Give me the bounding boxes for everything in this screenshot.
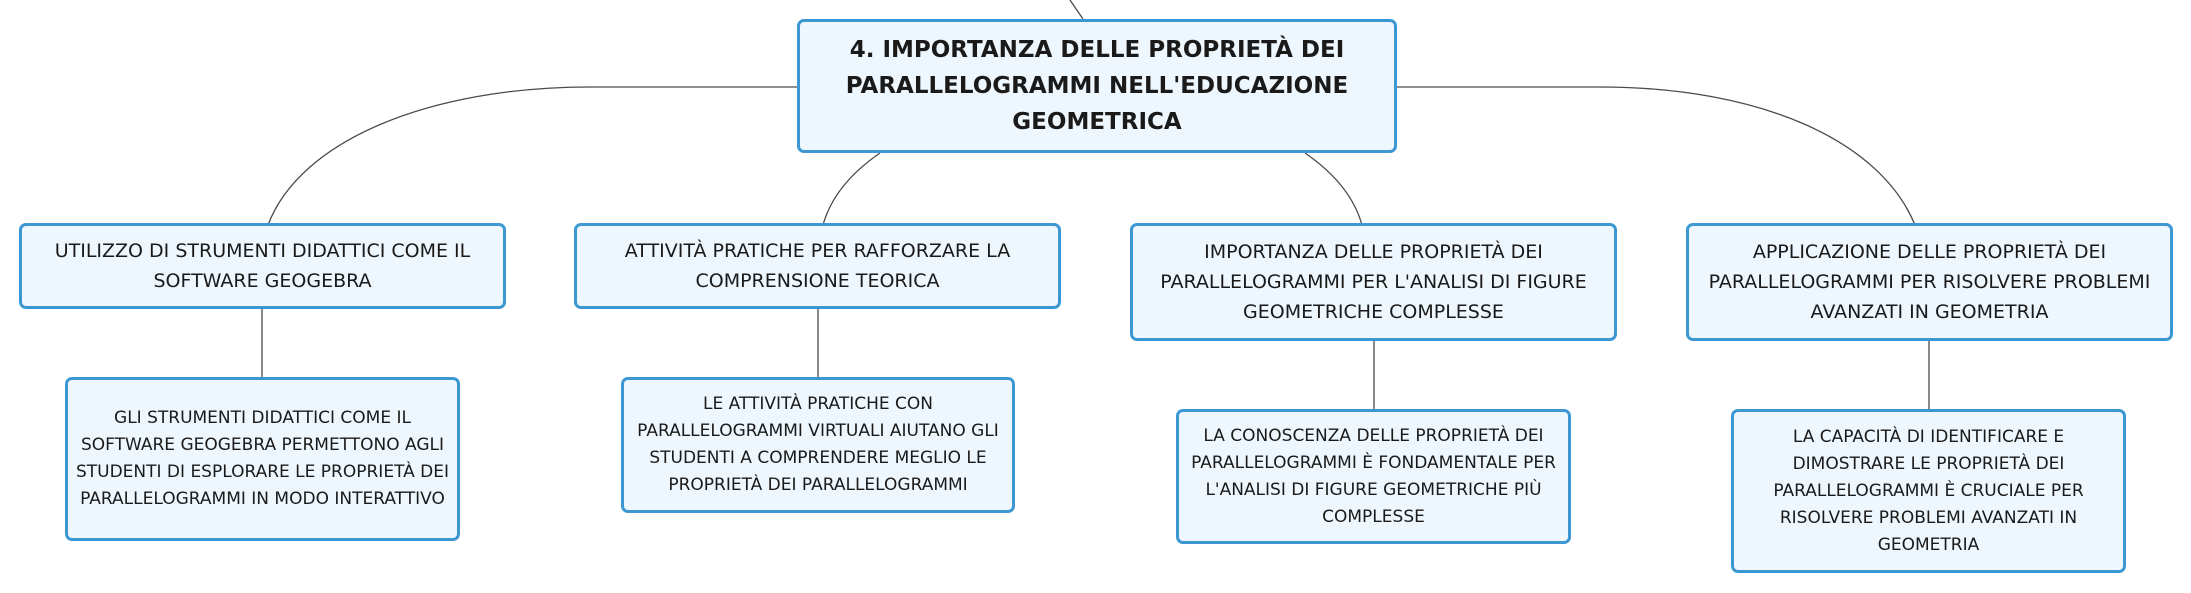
detail-complex-figures-analysis[interactable]: [1176, 409, 1571, 544]
detail-label: LE ATTIVITÀ PRATICHE CON PARALLELOGRAMMI VIRTUALI AIUTANO GLI STUDENTI A COMPRENDERE MEGLIO LE PROPRIETÀ DEI PARALLELOGRAMMI: [637, 394, 999, 495]
root-topic[interactable]: [797, 19, 1397, 153]
detail-label: LA CAPACITÀ DI IDENTIFICARE E DIMOSTRARE LE PROPRIETÀ DEI PARALLELOGRAMMI È CRUCIALE PER RISOLVERE PROBLEMI AVANZATI IN GEOMETRIA: [1773, 426, 2084, 555]
edge-root-to-branch-3: [1305, 153, 1362, 225]
detail-label: GLI STRUMENTI DIDATTICI COME IL SOFTWARE GEOGEBRA PERMETTONO AGLI STUDENTI DI ESPLORARE LE PROPRIETÀ DEI PARALLELOGRAMMI IN MODO INTERATTIVO: [75, 408, 450, 509]
detail-advanced-problems[interactable]: [1731, 409, 2126, 573]
branch-advanced-problems[interactable]: [1686, 223, 2173, 341]
root-topic-label: 4. IMPORTANZA DELLE PROPRIETÀ DEI PARALLELOGRAMMI NELL'EDUCAZIONE GEOMETRICA: [845, 37, 1349, 135]
branch-label: IMPORTANZA DELLE PROPRIETÀ DEI PARALLELOGRAMMI PER L'ANALISI DI FIGURE GEOMETRICHE COMPLESSE: [1160, 241, 1587, 323]
detail-geogebra-tools[interactable]: [65, 377, 460, 541]
edge-root-to-branch-2: [823, 153, 880, 225]
branch-practical-activities[interactable]: [574, 223, 1061, 309]
branch-geogebra-tools[interactable]: [19, 223, 506, 309]
edge-root-to-branch-4: [1397, 87, 1915, 225]
detail-practical-activities[interactable]: [621, 377, 1015, 513]
branch-label: ATTIVITÀ PRATICHE PER RAFFORZARE LA COMPRENSIONE TEORICA: [624, 240, 1011, 292]
edge-parent-to-root: [1070, 0, 1083, 19]
branch-label: APPLICAZIONE DELLE PROPRIETÀ DEI PARALLELOGRAMMI PER RISOLVERE PROBLEMI AVANZATI IN GEOMETRIA: [1708, 241, 2151, 323]
branch-complex-figures-analysis[interactable]: [1130, 223, 1617, 341]
detail-label: LA CONOSCENZA DELLE PROPRIETÀ DEI PARALLELOGRAMMI È FONDAMENTALE PER L'ANALISI DI FIGURE GEOMETRICHE PIÙ COMPLESSE: [1191, 425, 1556, 527]
branch-label: UTILIZZO DI STRUMENTI DIDATTICI COME IL SOFTWARE GEOGEBRA: [54, 240, 471, 292]
edge-root-to-branch-1: [268, 87, 797, 225]
